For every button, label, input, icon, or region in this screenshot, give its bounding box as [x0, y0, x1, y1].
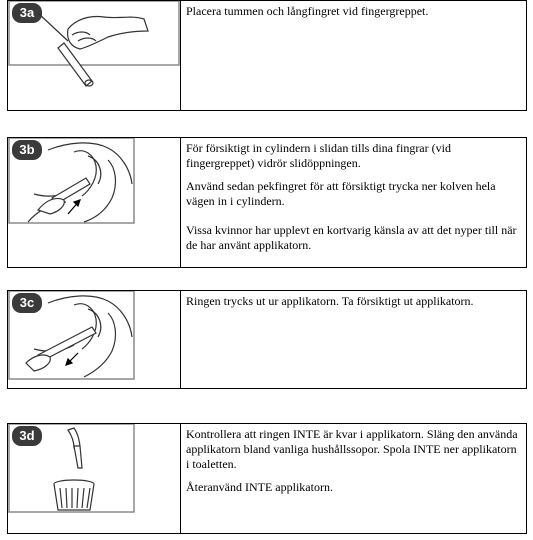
- step-3b-paragraph-1: För försiktigt in cylindern i slidan tills dina fingrar (vid fingergreppet) vidrör slidöppningen.: [186, 141, 451, 170]
- step-3b-text: [181, 138, 526, 267]
- step-3b-paragraph-2: Använd sedan pekfingret för att försiktigt trycka ner kolven hela vägen in i cylindern.: [186, 179, 496, 208]
- arrow-up-icon: [68, 200, 80, 214]
- step-3a: [7, 0, 527, 111]
- step-3d-badge: 3d: [19, 428, 35, 443]
- step-3b: [7, 137, 527, 268]
- step-3d-illustration-cell: [8, 424, 181, 533]
- step-3c: [7, 290, 527, 389]
- step-3c-paragraph-1: Ringen trycks ut ur applikatorn. Ta försiktigt ut applikatorn.: [186, 294, 474, 308]
- applicator-icon: [26, 327, 96, 371]
- hand-holding-applicator-icon: [68, 428, 82, 468]
- step-3c-illustration: [8, 291, 180, 388]
- step-3a-illustration-cell: [8, 1, 181, 110]
- step-3d-illustration: [8, 424, 180, 533]
- arrow-down-icon: [66, 353, 78, 365]
- step-3c-text: [181, 291, 526, 388]
- step-3c-badge: 3c: [19, 295, 35, 310]
- trash-bin-icon: [54, 480, 94, 510]
- step-3a-badge: 3a: [19, 5, 35, 20]
- step-3d: [7, 423, 527, 534]
- step-3a-text: [181, 1, 526, 110]
- step-3a-paragraph-1: Placera tummen och långfingret vid fingergreppet.: [186, 4, 429, 18]
- hand-icon: [68, 17, 148, 50]
- step-3d-text: [181, 424, 526, 533]
- step-3d-paragraph-2: Återanvänd INTE applikatorn.: [186, 480, 333, 494]
- step-3b-illustration-cell: [8, 138, 181, 267]
- step-3b-paragraph-3: Vissa kvinnor har upplevt en kortvarig känsla av att det nyper till när de har använt applikatorn.: [186, 223, 517, 252]
- step-3c-illustration-cell: [8, 291, 181, 388]
- step-3b-illustration: [8, 138, 180, 267]
- step-3d-paragraph-1: Kontrollera att ringen INTE är kvar i applikatorn. Släng den använda applikatorn bland vanliga hushållssopor. Spola INTE ner applikatorn i toaletten.: [186, 427, 518, 471]
- step-3a-illustration: [8, 1, 180, 110]
- step-3b-badge: 3b: [19, 142, 35, 157]
